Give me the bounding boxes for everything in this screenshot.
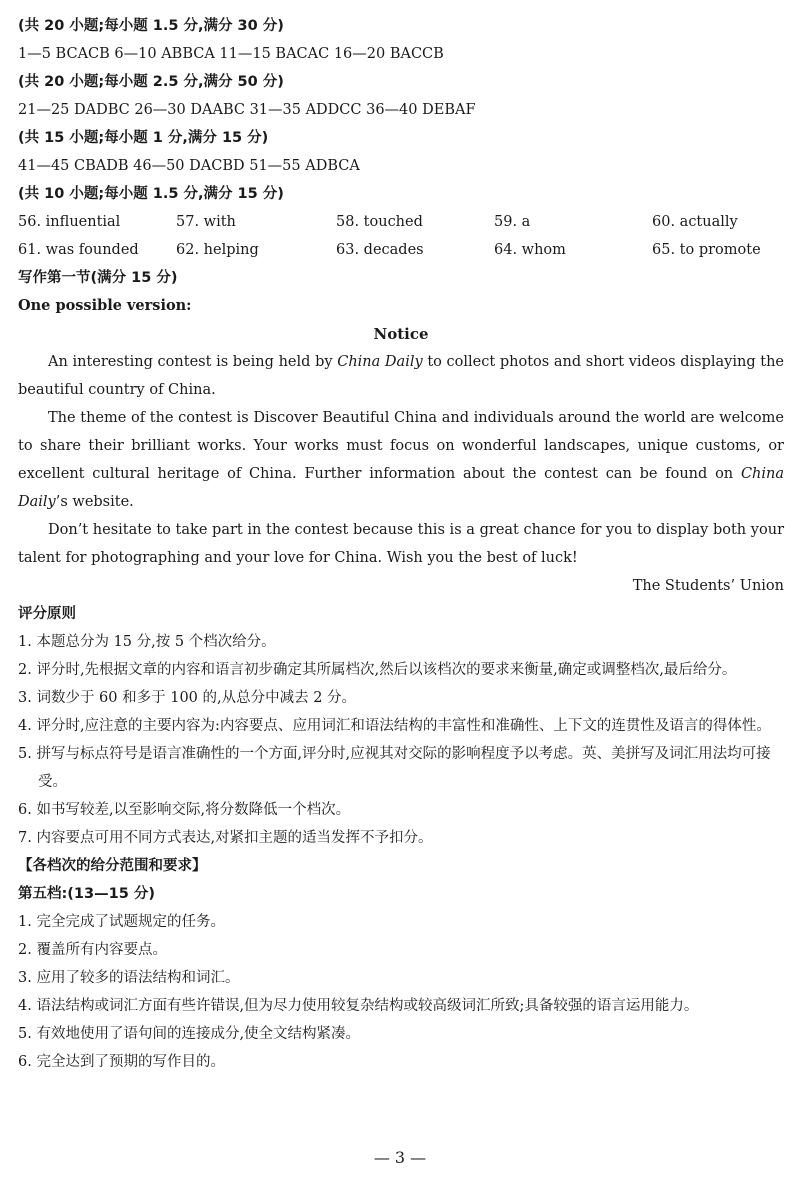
page-number: — 3 — bbox=[373, 1148, 427, 1167]
answer-65: 65. to promote bbox=[652, 242, 761, 258]
notice-signature: The Students’ Union bbox=[632, 578, 784, 594]
scoring-rule-2: 2. 评分时,先根据文章的内容和语言初步确定其所属档次,然后以该档次的要求来衡量,确定或调整档次,最后给分。 bbox=[18, 662, 737, 678]
level5-item-2: 2. 覆盖所有内容要点。 bbox=[18, 942, 167, 958]
section3-header: (共 15 小题;每小题 1 分,满分 15 分) bbox=[18, 130, 269, 146]
section1-answers: 1—5 BCACB 6—10 ABBCA 11—15 BACAC 16—20 BACCB bbox=[18, 46, 444, 62]
p2-text-a: The theme of the contest is Discover Beautiful China and individuals around the world are welcome to share their brilliant works. Your works must focus on wonderful landscapes, unique customs, or excellent cultural heritage of China. Further information about the contest can be found on bbox=[18, 410, 784, 482]
section3-answers: 41—45 CBADB 46—50 DACBD 51—55 ADBCA bbox=[18, 158, 360, 174]
section2-answers: 21—25 DADBC 26—30 DAABC 31—35 ADDCC 36—40 DEBAF bbox=[18, 102, 476, 118]
answer-64: 64. whom bbox=[494, 242, 566, 258]
notice-paragraph-1 bbox=[18, 348, 784, 404]
section4-header: (共 10 小题;每小题 1.5 分,满分 15 分) bbox=[18, 186, 284, 202]
level5-item-3: 3. 应用了较多的语法结构和词汇。 bbox=[18, 970, 240, 986]
scoring-rule-6: 6. 如书写较差,以至影响交际,将分数降低一个档次。 bbox=[18, 802, 351, 818]
level5-item-5: 5. 有效地使用了语句间的连接成分,使全文结构紧凑。 bbox=[18, 1026, 361, 1042]
levels-title: 【各档次的给分范围和要求】 bbox=[18, 858, 207, 874]
answer-60: 60. actually bbox=[652, 214, 738, 230]
answer-57: 57. with bbox=[176, 214, 236, 230]
p1-italic-china-daily: China Daily bbox=[337, 354, 423, 370]
version-label: One possible version: bbox=[18, 297, 192, 314]
section4-row-1 bbox=[18, 208, 784, 236]
p2-text-b: ’s website. bbox=[55, 494, 134, 510]
notice-title: Notice bbox=[373, 325, 429, 343]
notice-paragraph-3: Don’t hesitate to take part in the contest because this is a great chance for you to display both your talent for photographing and your love for China. Wish you the best of luck! bbox=[18, 522, 784, 566]
scoring-rule-5: 5. 拼写与标点符号是语言准确性的一个方面,评分时,应视其对交际的影响程度予以考虑。英、美拼写及词汇用法均可接受。 bbox=[18, 746, 771, 790]
level5-item-6: 6. 完全达到了预期的写作目的。 bbox=[18, 1054, 225, 1070]
section2-header: (共 20 小题;每小题 2.5 分,满分 50 分) bbox=[18, 74, 284, 90]
section1-header: (共 20 小题;每小题 1.5 分,满分 30 分) bbox=[18, 18, 284, 34]
answer-56: 56. influential bbox=[18, 214, 121, 230]
scoring-rule-4: 4. 评分时,应注意的主要内容为:内容要点、应用词汇和语法结构的丰富性和准确性、上下文的连贯性及语言的得体性。 bbox=[18, 718, 771, 734]
section4-row-2 bbox=[18, 236, 784, 264]
level5-item-1: 1. 完全完成了试题规定的任务。 bbox=[18, 914, 225, 930]
answer-key-page bbox=[18, 12, 784, 1076]
answer-61: 61. was founded bbox=[18, 242, 139, 258]
level5-item-4: 4. 语法结构或词汇方面有些许错误,但为尽力使用较复杂结构或较高级词汇所致;具备较强的语言运用能力。 bbox=[18, 998, 699, 1014]
answer-62: 62. helping bbox=[176, 242, 259, 258]
p2-italic-china-daily: China Daily bbox=[18, 466, 784, 510]
level5-title: 第五档:(13—15 分) bbox=[18, 886, 155, 902]
scoring-title: 评分原则 bbox=[18, 606, 76, 622]
answer-59: 59. a bbox=[494, 214, 531, 230]
scoring-rule-7: 7. 内容要点可用不同方式表达,对紧扣主题的适当发挥不予扣分。 bbox=[18, 830, 433, 846]
p1-text-a: An interesting contest is being held by bbox=[48, 354, 338, 370]
writing-header: 写作第一节(满分 15 分) bbox=[18, 270, 178, 286]
notice-paragraph-2 bbox=[18, 404, 784, 516]
answer-58: 58. touched bbox=[336, 214, 423, 230]
scoring-rule-1: 1. 本题总分为 15 分,按 5 个档次给分。 bbox=[18, 634, 276, 650]
scoring-rule-3: 3. 词数少于 60 和多于 100 的,从总分中减去 2 分。 bbox=[18, 690, 357, 706]
p1-text-b: to collect photos and short videos displaying the beautiful country of China. bbox=[18, 354, 785, 398]
answer-63: 63. decades bbox=[336, 242, 424, 258]
